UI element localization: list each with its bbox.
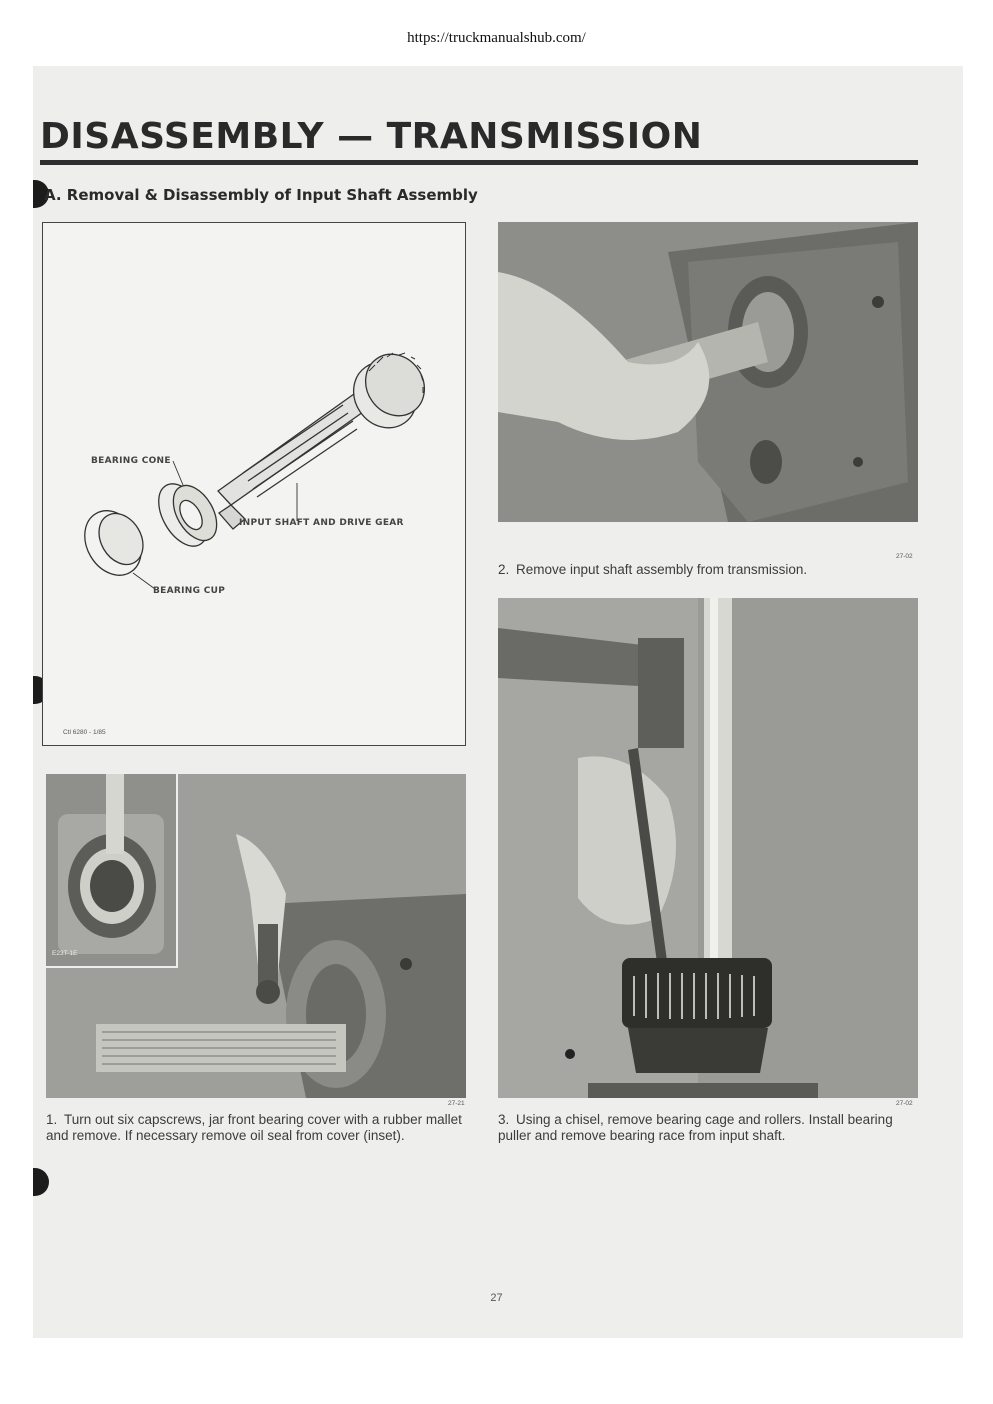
page-title: DISASSEMBLY — TRANSMISSION (40, 116, 703, 157)
step-1-caption (46, 1112, 470, 1144)
photo-2-illustration (498, 222, 918, 522)
photo-1-code: 27-21 (448, 1100, 465, 1107)
photo-remove-input-shaft (498, 222, 918, 522)
page-number: 27 (490, 1292, 503, 1304)
step-3-text: Using a chisel, remove bearing cage and rollers. Install bearing puller and remove bearing race from input shaft. (498, 1112, 893, 1143)
label-bearing-cone: BEARING CONE (91, 456, 171, 466)
step-2-text: Remove input shaft assembly from transmission. (516, 562, 808, 577)
photo-chisel-bearing-cage (498, 598, 918, 1098)
source-url[interactable]: https://truckmanualshub.com/ (407, 30, 586, 46)
step-1-text: Turn out six capscrews, jar front bearing cover with a rubber mallet and remove. If necessary remove oil seal from cover (inset). (46, 1112, 462, 1143)
inset-code: E23T-1E (52, 950, 78, 957)
inset-photo-oil-seal (46, 774, 178, 968)
title-rule (40, 160, 918, 165)
input-shaft-exploded-drawing (43, 223, 467, 747)
photo-3-illustration (498, 598, 918, 1098)
label-bearing-cup: BEARING CUP (153, 586, 226, 596)
diagram-code: Ctl 6280 - 1/85 (63, 729, 106, 736)
photo-front-bearing-cover (46, 774, 466, 1098)
label-input-shaft: INPUT SHAFT AND DRIVE GEAR (239, 518, 404, 528)
photo-2-code: 27-02 (896, 553, 913, 560)
inset-illustration (46, 774, 176, 966)
step-2-caption (498, 562, 918, 578)
section-heading: A. Removal & Disassembly of Input Shaft Assembly (44, 186, 478, 204)
step-3-number: 3. (498, 1112, 510, 1127)
step-3-caption (498, 1112, 920, 1144)
exploded-diagram (42, 222, 466, 746)
photo-3-code: 27-02 (896, 1100, 913, 1107)
step-2-number: 2. (498, 562, 510, 577)
step-1-number: 1. (46, 1112, 58, 1127)
